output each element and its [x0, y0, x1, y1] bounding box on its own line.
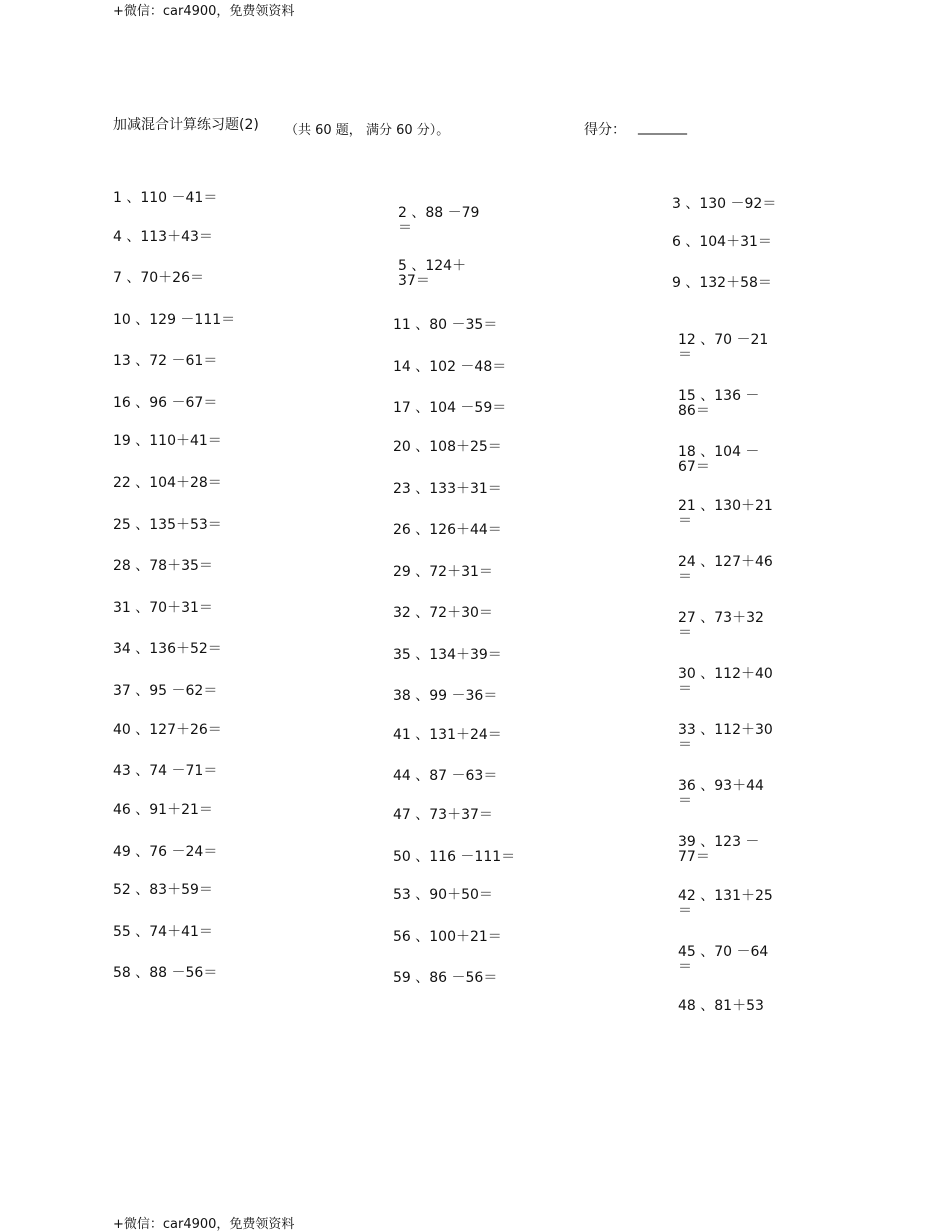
header-note: +微信：car4900，免费领资料: [113, 4, 295, 19]
question-45-line2: ＝: [678, 959, 692, 975]
question-41: 41 、131＋24＝: [393, 727, 502, 743]
question-1: 1 、110 －41＝: [113, 190, 218, 206]
question-20: 20 、108＋25＝: [393, 439, 502, 455]
question-21: [678, 499, 773, 529]
question-3: 3 、130 －92＝: [672, 196, 777, 212]
question-6: 6 、104＋31＝: [672, 234, 772, 250]
question-21-line2: ＝: [678, 513, 692, 529]
question-40: 40 、127＋26＝: [113, 722, 222, 738]
question-38: 38 、99 －36＝: [393, 688, 498, 704]
question-42-line2: ＝: [678, 903, 692, 919]
question-26: 26 、126＋44＝: [393, 522, 502, 538]
question-44: 44 、87 －63＝: [393, 768, 498, 784]
question-49: 49 、76 －24＝: [113, 844, 218, 860]
question-5-line2: 37＝: [398, 273, 430, 289]
question-32: 32 、72＋30＝: [393, 605, 493, 621]
question-12: [678, 333, 768, 363]
question-59: 59 、86 －56＝: [393, 970, 498, 986]
question-33-line1: 33 、112＋30: [678, 722, 773, 738]
question-18-line1: 18 、104 －: [678, 444, 760, 460]
question-13: 13 、72 －61＝: [113, 353, 218, 369]
question-45: [678, 945, 768, 975]
page-title: 加减混合计算练习题(2): [113, 117, 259, 133]
question-2-line2: ＝: [398, 220, 412, 236]
question-46: 46 、91＋21＝: [113, 802, 213, 818]
question-48: 48 、81＋53: [678, 998, 764, 1014]
question-2-line1: 2 、88 －79: [398, 205, 480, 221]
question-36-line2: ＝: [678, 793, 692, 809]
question-12-line2: ＝: [678, 347, 692, 363]
question-39-line2: 77＝: [678, 849, 710, 865]
title-meta: （共 60 题， 满分 60 分）。: [285, 123, 450, 138]
score-label: 得分：: [584, 122, 626, 138]
question-18-line2: 67＝: [678, 459, 710, 475]
question-28: 28 、78＋35＝: [113, 558, 213, 574]
question-56: 56 、100＋21＝: [393, 929, 502, 945]
question-37: 37 、95 －62＝: [113, 683, 218, 699]
question-33-line2: ＝: [678, 737, 692, 753]
question-10: 10 、129 －111＝: [113, 312, 236, 328]
question-5: [398, 259, 466, 289]
question-30-line2: ＝: [678, 681, 692, 697]
question-53: 53 、90＋50＝: [393, 887, 493, 903]
question-27: [678, 611, 764, 641]
question-27-line2: ＝: [678, 625, 692, 641]
question-15: [678, 389, 759, 419]
score-blank: _______: [638, 119, 687, 135]
question-45-line1: 45 、70 －64: [678, 944, 769, 960]
question-39-line1: 39 、123 －: [678, 834, 760, 850]
question-43: 43 、74 －71＝: [113, 763, 218, 779]
question-22: 22 、104＋28＝: [113, 475, 222, 491]
question-2: [398, 206, 479, 236]
question-42-line1: 42 、131＋25: [678, 888, 773, 904]
question-7: 7 、70＋26＝: [113, 270, 204, 286]
question-5-line1: 5 、124＋: [398, 258, 467, 274]
footer-note: +微信：car4900，免费领资料: [113, 1217, 295, 1232]
question-35: 35 、134＋39＝: [393, 647, 502, 663]
question-23: 23 、133＋31＝: [393, 481, 502, 497]
question-19: 19 、110＋41＝: [113, 433, 222, 449]
question-24-line2: ＝: [678, 569, 692, 585]
question-4: 4 、113＋43＝: [113, 229, 213, 245]
question-24-line1: 24 、127＋46: [678, 554, 773, 570]
question-12-line1: 12 、70 －21: [678, 332, 769, 348]
question-52: 52 、83＋59＝: [113, 882, 213, 898]
question-9: 9 、132＋58＝: [672, 275, 772, 291]
question-16: 16 、96 －67＝: [113, 395, 218, 411]
question-24: [678, 555, 773, 585]
question-34: 34 、136＋52＝: [113, 641, 222, 657]
question-29: 29 、72＋31＝: [393, 564, 493, 580]
question-14: 14 、102 －48＝: [393, 359, 507, 375]
question-42: [678, 889, 773, 919]
question-50: 50 、116 －111＝: [393, 849, 516, 865]
question-47: 47 、73＋37＝: [393, 807, 493, 823]
question-31: 31 、70＋31＝: [113, 600, 213, 616]
question-36: [678, 779, 764, 809]
question-33: [678, 723, 773, 753]
question-15-line2: 86＝: [678, 403, 710, 419]
question-17: 17 、104 －59＝: [393, 400, 507, 416]
question-58: 58 、88 －56＝: [113, 965, 218, 981]
question-18: [678, 445, 759, 475]
question-27-line1: 27 、73＋32: [678, 610, 764, 626]
question-15-line1: 15 、136 －: [678, 388, 760, 404]
question-30-line1: 30 、112＋40: [678, 666, 773, 682]
question-21-line1: 21 、130＋21: [678, 498, 773, 514]
question-25: 25 、135＋53＝: [113, 517, 222, 533]
question-11: 11 、80 －35＝: [393, 317, 498, 333]
question-39: [678, 835, 759, 865]
question-30: [678, 667, 773, 697]
question-55: 55 、74＋41＝: [113, 924, 213, 940]
question-36-line1: 36 、93＋44: [678, 778, 764, 794]
